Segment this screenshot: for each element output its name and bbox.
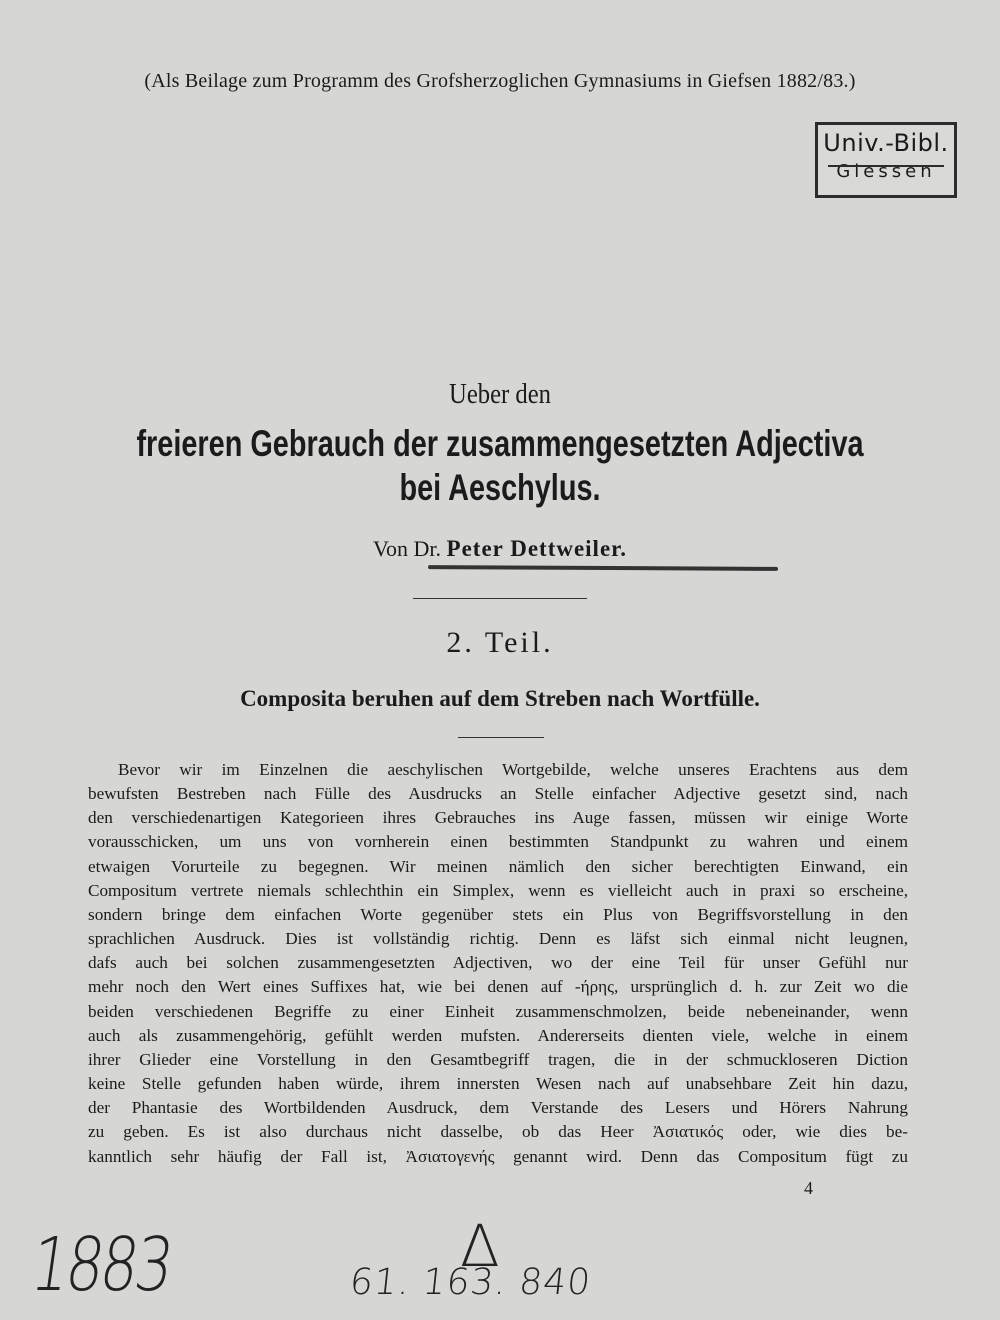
title-line-3: bei Aeschylus. [399,467,601,508]
body-line: keine Stelle gefunden haben würde, ihrem innersten Wesen nach auf unabsehbare Zeit hin dazu, [88,1074,908,1094]
author-line [0,536,1000,562]
body-line: kanntlich sehr häufig der Fall ist, Ἀσιατογενής genannt wird. Denn das Compositum fügt zu [88,1146,908,1166]
body-line: beiden verschiedenen Begriffe zu einer Einheit zusammenschmolzen, beide nebeneinander, wenn [88,1001,908,1021]
handwritten-year: 1883 [25,1222,176,1308]
body-line: sondern bringe dem einfachen Worte gegenüber stets ein Plus von Begriffsvorstellung in den [88,904,908,924]
handwritten-shelfmark: 61. 163. 840 [347,1262,594,1303]
author-prefix: Von Dr. [372,536,442,561]
body-line: den verschiedenartigen Kategorieen ihres Gebrauches ins Auge fassen, müssen wir einige Worte [88,808,908,828]
library-stamp [815,122,957,198]
title-line-1: Ueber den [449,378,551,410]
body-line: vorausschicken, um uns von vornherein einen bestimmten Standpunkt zu wahren und einem [88,832,908,852]
body-line: etwaigen Vorurteile zu begegnen. Wir meinen nämlich den sicher berechtigten Einwand, ein [88,856,908,876]
body-line: Bevor wir im Einzelnen die aeschylischen Wortgebilde, welche unseres Erachtens aus dem [118,760,908,779]
handwritten-delta: Δ [460,1212,500,1280]
section-subheading: Composita beruhen auf dem Streben nach Wortfülle. [240,686,760,711]
stamp-line-1: Univ.-Bibl. [823,129,949,157]
part-heading: 2. Teil. [446,626,554,659]
body-line: bewufsten Bestreben nach Fülle des Ausdrucks an Stelle einfacher Adjective gesetzt sind, nach [88,784,908,804]
author-underline [428,565,778,571]
body-line: ihrer Glieder eine Vorstellung in den Gesamtbegriff tragen, die in der schmuckloseren Diction [88,1049,908,1069]
body-line: auch als zusammengehörig, gefühlt werden mufsten. Andererseits dienten viele, welche in einem [88,1025,908,1045]
body-line: sprachlichen Ausdruck. Dies ist vollständig richtig. Denn es läfst sich einmal nicht leugnen, [88,929,908,949]
body-line: der Phantasie des Wortbildenden Ausdruck, dem Verstande des Lesers und Hörers Nahrung [88,1098,908,1118]
body-line: dafs auch bei solchen zusammengesetzten Adjectiven, wo der eine Teil für unser Gefühl nur [88,953,908,973]
stamp-line-2: Giessen [836,161,936,182]
body-line: mehr noch den Wert eines Suffixes hat, wie bei denen auf -ήρης, ursprünglich d. h. zur Zeit wo die [88,977,908,997]
author-name: Peter Dettweiler. [446,536,628,561]
title-main [110,422,890,510]
body-line: Compositum vertrete niemals schlechthin ein Simplex, wenn es vielleicht auch in praxi so erscheine, [88,880,908,900]
section-divider [413,598,587,599]
subheading-divider [458,737,544,738]
body-paragraph [88,758,908,1169]
page-number: 4 [804,1178,813,1198]
body-line: zu geben. Es ist also durchaus nicht dasselbe, ob das Heer Ἀσιατικός oder, wie dies be- [88,1122,908,1142]
stamp-rule [828,165,944,167]
header-note: (Als Beilage zum Programm des Grofsherzoglichen Gymnasiums in Giefsen 1882/83.) [144,70,856,92]
title-line-2: freieren Gebrauch der zusammengesetzten Adjectiva [136,423,864,464]
